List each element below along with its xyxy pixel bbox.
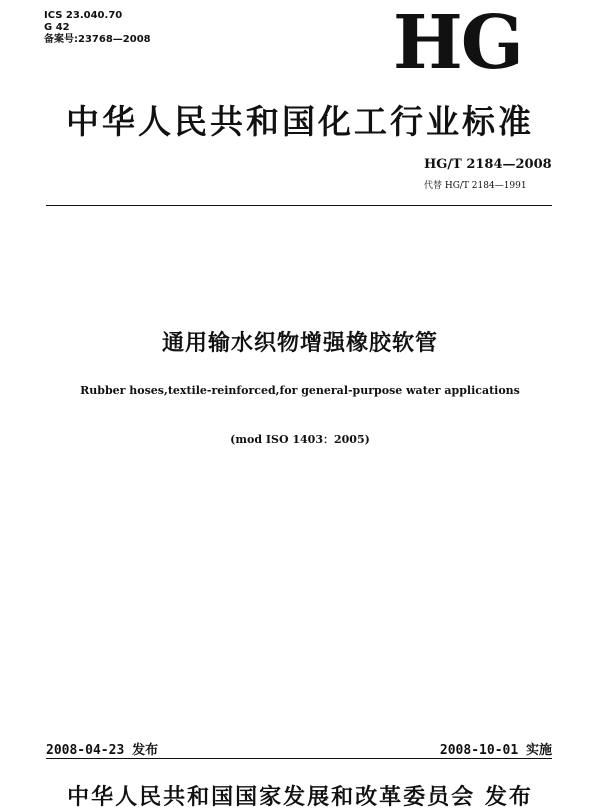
filing-number: 备案号:23768—2008	[44, 34, 151, 45]
top-divider	[46, 205, 552, 206]
classification-block	[44, 10, 151, 46]
ics-code: ICS 23.040.70	[44, 10, 123, 21]
title-chinese: 通用输水织物增强橡胶软管	[161, 331, 438, 356]
issue-date: 2008-04-23 发布	[46, 743, 159, 758]
classification-code: G 42	[44, 22, 70, 33]
iso-modification: (mod ISO 1403：2005)	[230, 433, 370, 446]
standard-name: 中华人民共和国化工行业标准	[66, 102, 534, 141]
hg-logo: HG	[392, 0, 522, 86]
publisher: 中华人民共和国国家发展和改革委员会 发布	[67, 785, 533, 810]
bottom-divider	[46, 758, 552, 759]
implementation-date: 2008-10-01 实施	[439, 743, 552, 758]
replaces-standard: 代替 HG/T 2184—1991	[424, 181, 527, 191]
standard-number: HG/T 2184—2008	[424, 157, 552, 172]
title-english: Rubber hoses,textile-reinforced,for general-purpose water applications	[80, 384, 520, 397]
